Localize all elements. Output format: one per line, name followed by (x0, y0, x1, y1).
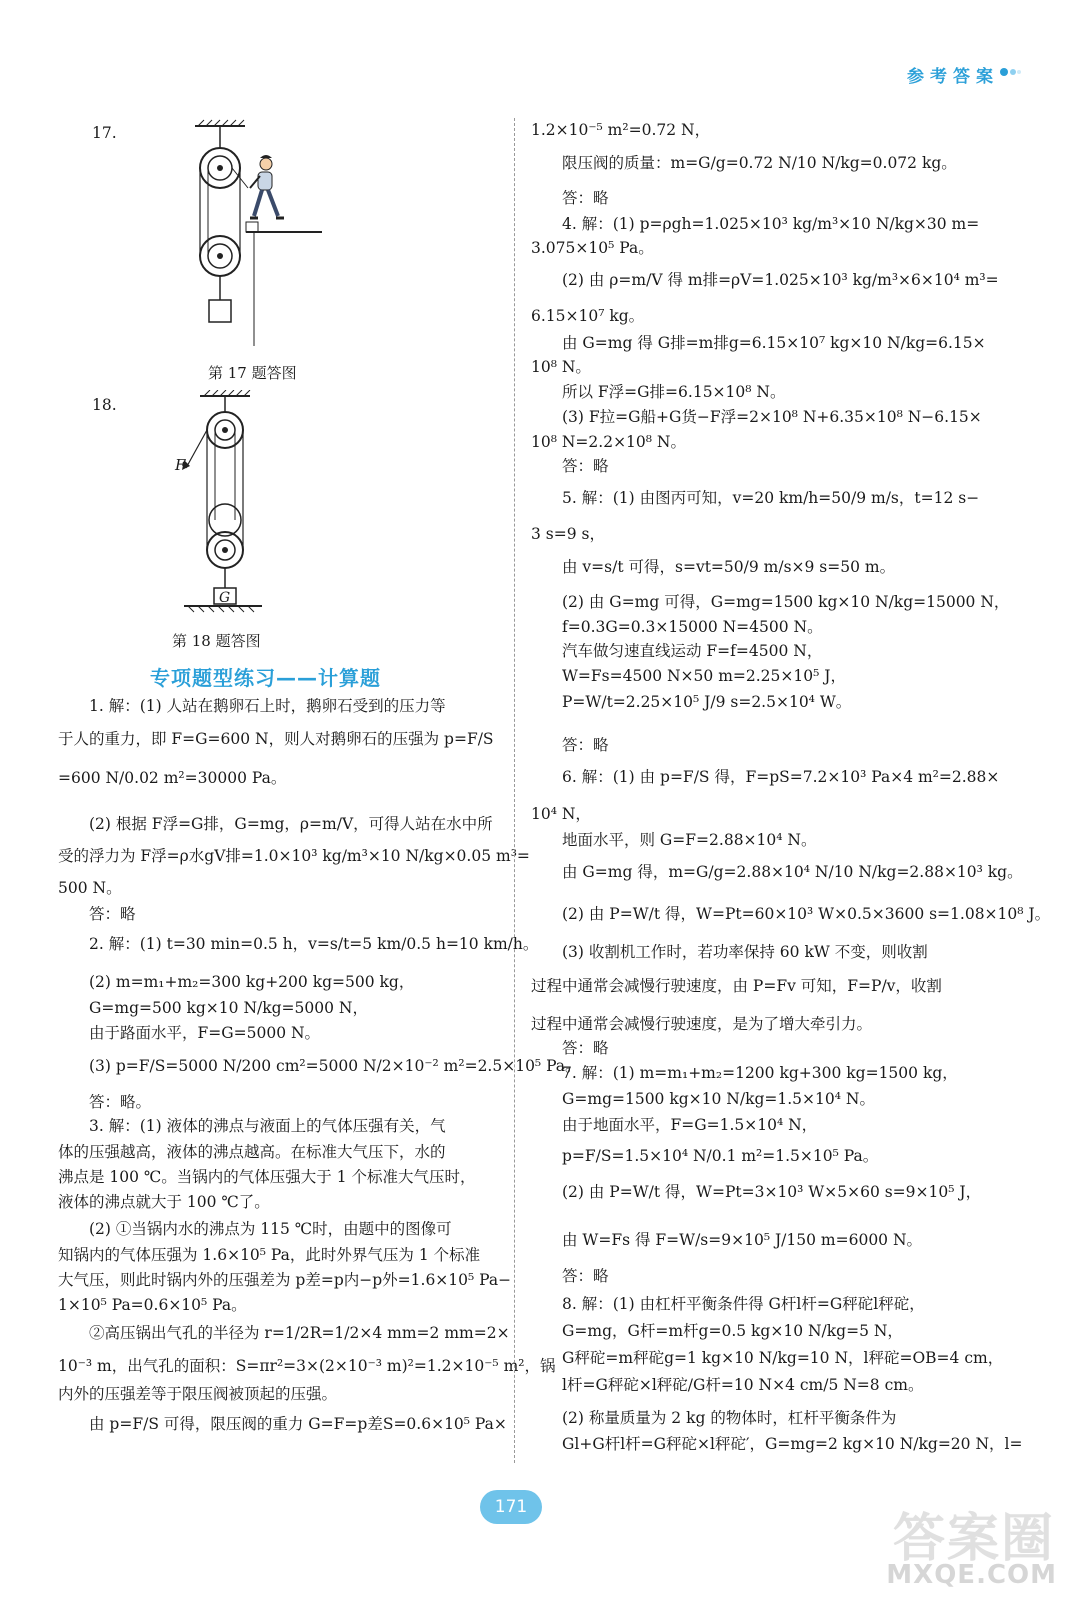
answer-line: 10⁴ N， (531, 805, 591, 823)
answer-line: 答：略 (89, 905, 136, 923)
answer-line: (2) 由 ρ=m/V 得 m排=ρV=1.025×10³ kg/m³×6×10⁴ m³= (562, 271, 999, 289)
answer-line: G=mg=500 kg×10 N/kg=5000 N， (89, 999, 368, 1017)
answer-line: 地面水平，则 G=F=2.88×10⁴ N。 (562, 831, 817, 849)
figure-17-caption: 第 17 题答图 (208, 364, 297, 382)
answer-line: (2) ①当锅内水的沸点为 115 ℃时，由题中的图像可 (89, 1220, 452, 1238)
answer-line: 过程中通常会减慢行驶速度，由 P=Fv 可知，F=P/v，收割 (531, 977, 942, 995)
answer-line: 汽车做匀速直线运动 F=f=4500 N， (562, 642, 823, 660)
answer-line: 5. 解：(1) 由图丙可知，v=20 km/h=50/9 m/s，t=12 s− (562, 489, 980, 507)
header-title: 参考答案 (907, 67, 999, 87)
watermark-logo: 答案圈 (892, 1509, 1055, 1569)
answer-line: (2) 由 P=W/t 得，W=Pt=3×10³ W×5×60 s=9×10⁵ J， (562, 1183, 982, 1201)
answer-line: 500 N。 (58, 879, 122, 897)
answer-line: (3) p=F/S=5000 N/200 cm²=5000 N/2×10⁻² m²=2.5×10⁵ Pa。 (89, 1057, 581, 1075)
answer-line: 由 W=Fs 得 F=W/s=9×10⁵ J/150 m=6000 N。 (562, 1231, 923, 1249)
answer-line: 由于地面水平，F=G=1.5×10⁴ N， (562, 1116, 818, 1134)
figure-17-pulley-diagram (190, 118, 330, 350)
answer-line: 由 v=s/t 可得，s=vt=50/9 m/s×9 s=50 m。 (562, 558, 896, 576)
answer-line: (2) 称量质量为 2 kg 的物体时，杠杆平衡条件为 (562, 1409, 897, 1427)
answer-line: (2) 根据 F浮=G排，G=mg，ρ=m/V，可得人站在水中所 (89, 815, 493, 833)
answer-line: (3) F拉=G船+G货−F浮=2×10⁸ N+6.35×10⁸ N−6.15× (562, 408, 982, 426)
answer-line: 1.2×10⁻⁵ m²=0.72 N， (531, 121, 711, 139)
answer-line: =600 N/0.02 m²=30000 Pa。 (58, 769, 287, 787)
watermark-url: MXQE.COM (886, 1560, 1057, 1590)
answer-line: 10⁸ N。 (531, 358, 591, 376)
answer-line: 体的压强越高，液体的沸点越高。在标准大气压下，水的 (58, 1143, 446, 1161)
answer-line: 答：略 (562, 1039, 609, 1057)
figure-18-label-f: F (175, 456, 186, 474)
answer-line: 2. 解：(1) t=30 min=0.5 h，v=s/t=5 km/0.5 h=10 km/h。 (89, 935, 539, 953)
answer-line: 答：略 (562, 189, 609, 207)
answer-line: 3.075×10⁵ Pa。 (531, 239, 654, 257)
answer-line: 答：略。 (89, 1093, 152, 1111)
answer-line: 由 G=mg 得，m=G/g=2.88×10⁴ N/10 N/kg=2.88×10³ kg。 (562, 863, 1023, 881)
answer-line: G=mg=1500 kg×10 N/kg=1.5×10⁴ N。 (562, 1090, 875, 1108)
answer-line: (2) 由 G=mg 可得，G=mg=1500 kg×10 N/kg=15000 N， (562, 593, 1010, 611)
answer-line: (2) 由 P=W/t 得，W=Pt=60×10³ W×0.5×3600 s=1.08×10⁸ J。 (562, 905, 1051, 923)
answer-line: 1×10⁵ Pa=0.6×10⁵ Pa。 (58, 1296, 247, 1314)
right-answer-column (531, 118, 1051, 1468)
answer-line: 过程中通常会减慢行驶速度，是为了增大牵引力。 (531, 1015, 873, 1033)
answer-line: 10⁻³ m，出气孔的面积：S=πr²=3×(2×10⁻³ m)²=1.2×10⁻⁵ m²，锅 (58, 1357, 556, 1375)
answer-line: 3 s=9 s， (531, 525, 605, 543)
answer-line: (3) 收割机工作时，若功率保持 60 kW 不变，则收割 (562, 943, 928, 961)
answer-line: 大气压，则此时锅内外的压强差为 p差=p内−p外=1.6×10⁵ Pa− (58, 1271, 512, 1289)
answer-line: 受的浮力为 F浮=ρ水gV排=1.0×10³ kg/m³×10 N/kg×0.05 m³= (58, 847, 530, 865)
answer-line: ②高压锅出气孔的半径为 r=1/2R=1/2×4 mm=2 mm=2× (89, 1324, 510, 1342)
answer-line: 沸点是 100 ℃。当锅内的气体压强大于 1 个标准大气压时， (58, 1168, 476, 1186)
answer-line: 限压阀的质量：m=G/g=0.72 N/10 N/kg=0.072 kg。 (562, 154, 957, 172)
answer-line: 液体的沸点就大于 100 ℃了。 (58, 1193, 270, 1211)
figure-18-pulley-diagram (170, 390, 270, 616)
answer-line: 7. 解：(1) m=m₁+m₂=1200 kg+300 kg=1500 kg， (562, 1064, 958, 1082)
figure-17-number: 17. (92, 124, 117, 142)
section-title: 专项题型练习——计算题 (150, 666, 381, 690)
answer-line: 知锅内的气体压强为 1.6×10⁵ Pa，此时外界气压为 1 个标准 (58, 1246, 481, 1264)
answer-line: p=F/S=1.5×10⁴ N/0.1 m²=1.5×10⁵ Pa。 (562, 1147, 879, 1165)
answer-line: 由于路面水平，F=G=5000 N。 (89, 1024, 321, 1042)
answer-line: 3. 解：(1) 液体的沸点与液面上的气体压强有关，气 (89, 1117, 446, 1135)
answer-line: f=0.3G=0.3×15000 N=4500 N。 (562, 618, 823, 636)
answer-line: 1. 解：(1) 人站在鹅卵石上时，鹅卵石受到的压力等 (89, 697, 446, 715)
header-decoration-icon (999, 66, 1021, 78)
answer-line: 由 p=F/S 可得，限压阀的重力 G=F=p差S=0.6×10⁵ Pa× (89, 1415, 507, 1433)
answer-line: 内外的压强差等于限压阀被顶起的压强。 (58, 1385, 338, 1403)
answer-line: 10⁸ N=2.2×10⁸ N。 (531, 433, 686, 451)
answer-line: 6.15×10⁷ kg。 (531, 307, 645, 325)
answer-line: P=W/t=2.25×10⁵ J/9 s=2.5×10⁴ W。 (562, 693, 852, 711)
answer-line: l杆=G秤砣×l秤砣/G杆=10 N×4 cm/5 N=8 cm。 (562, 1376, 924, 1394)
answer-line: 于人的重力，即 F=G=600 N，则人对鹅卵石的压强为 p=F/S (58, 730, 494, 748)
figure-18-label-g: G (219, 590, 231, 606)
answer-line: 4. 解：(1) p=ρgh=1.025×10³ kg/m³×10 N/kg×30 m= (562, 215, 980, 233)
answer-line: 答：略 (562, 736, 609, 754)
answer-line: Gl+G杆l杆=G秤砣×l秤砣′，G=mg=2 kg×10 N/kg=20 N，l= (562, 1435, 1023, 1453)
answer-line: 8. 解：(1) 由杠杆平衡条件得 G杆l杆=G秤砣l秤砣， (562, 1295, 925, 1313)
answer-line: W=Fs=4500 N×50 m=2.25×10⁵ J， (562, 667, 846, 685)
page-number: 171 (480, 1490, 542, 1524)
answer-line: 答：略 (562, 457, 609, 475)
answer-line: 由 G=mg 得 G排=m排g=6.15×10⁷ kg×10 N/kg=6.15× (562, 334, 986, 352)
answer-line: G秤砣=m秤砣g=1 kg×10 N/kg=10 N，l秤砣=OB=4 cm， (562, 1349, 1004, 1367)
answer-line: G=mg，G杆=m杆g=0.5 kg×10 N/kg=5 N， (562, 1322, 903, 1340)
column-divider (514, 118, 515, 1463)
answer-line: 答：略 (562, 1267, 609, 1285)
figure-18-caption: 第 18 题答图 (172, 632, 261, 650)
answer-line: 所以 F浮=G排=6.15×10⁸ N。 (562, 383, 786, 401)
answer-line: 6. 解：(1) 由 p=F/S 得，F=pS=7.2×10³ Pa×4 m²=2.88× (562, 768, 1000, 786)
figure-18-number: 18. (92, 396, 117, 414)
answer-line: (2) m=m₁+m₂=300 kg+200 kg=500 kg， (89, 973, 415, 991)
